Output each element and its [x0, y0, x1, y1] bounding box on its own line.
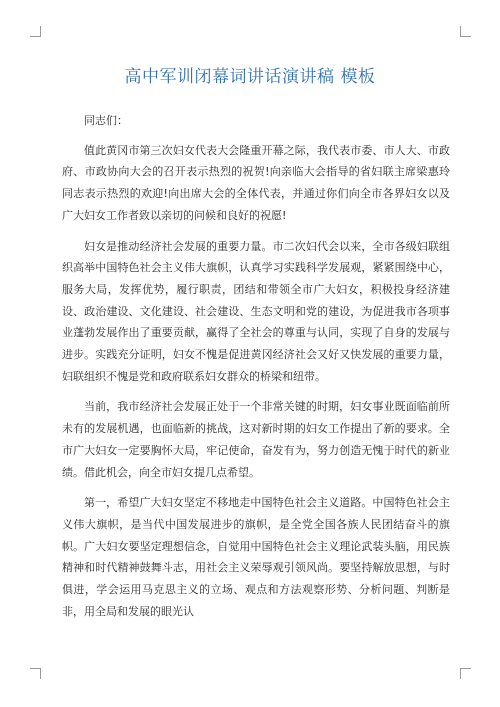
salutation: 同志们：	[84, 114, 128, 127]
document-body	[62, 110, 450, 631]
paragraph-4: 第一，希望广大妇女坚定不移地走中国特色社会主义道路。中国特色社会主义伟大旗帜，是当代中国发展进步的旗帜，是全党全国各族人民团结奋斗的旗帜。广大妇女要坚定理想信念，自觉用中国特色社会主义理论武装头脑，用民族精神和时代精神鼓舞斗志，用社会主义荣辱观引领风尚。要坚持解放思想，与时俱进，学会运用马克思主义的立场、观点和方法观察形势、分析问题、判断是非，用全局和发展的眼光认	[62, 496, 450, 618]
document-title: 高中军训闭幕词讲话演讲稿 模板	[124, 67, 376, 87]
page-corner-mark-top-right	[460, 26, 471, 37]
page-corner-mark-bottom-left	[30, 668, 41, 679]
page-corner-mark-bottom-right	[460, 668, 471, 679]
paragraph-1: 值此黄冈市第三次妇女代表大会隆重开幕之际，我代表市委、市人大、市政府、市政协向大会的召开表示热烈的祝贺!向亲临大会指导的省妇联主席梁惠玲同志表示热烈的欢迎!向出席大会的全体代表，并通过你们向全市各界妇女以及广大妇女工作者致以亲切的问候和良好的祝愿!	[62, 143, 450, 222]
page-corner-mark-top-left	[30, 26, 41, 37]
paragraph-2: 妇女是推动经济社会发展的重要力量。市二次妇代会以来，全市各级妇联组织高举中国特色社会主义伟大旗帜，认真学习实践科学发展观，紧紧围绕中心，服务大局，发挥优势，履行职责，团结和带领全市广大妇女，积极投身经济建设、政治建设、文化建设、社会建设、生态文明和党的建设，为促进我市各项事业蓬勃发展作出了重要贡献，赢得了全社会的尊重与认同，实现了自身的发展与进步。实践充分证明，妇女不愧是促进黄冈经济社会又好又快发展的重要力量，妇联组织不愧是党和政府联系妇女群众的桥梁和纽带。	[62, 239, 450, 383]
paragraph-3: 当前，我市经济社会发展正处于一个非常关键的时期，妇女事业既面临前所未有的发展机遇，也面临新的挑战，这对新时期的妇女工作提出了新的要求。全市广大妇女一定要胸怀大局，牢记使命，奋发有为，努力创造无愧于时代的新业绩。借此机会，向全市妇女提几点希望。	[62, 400, 450, 479]
